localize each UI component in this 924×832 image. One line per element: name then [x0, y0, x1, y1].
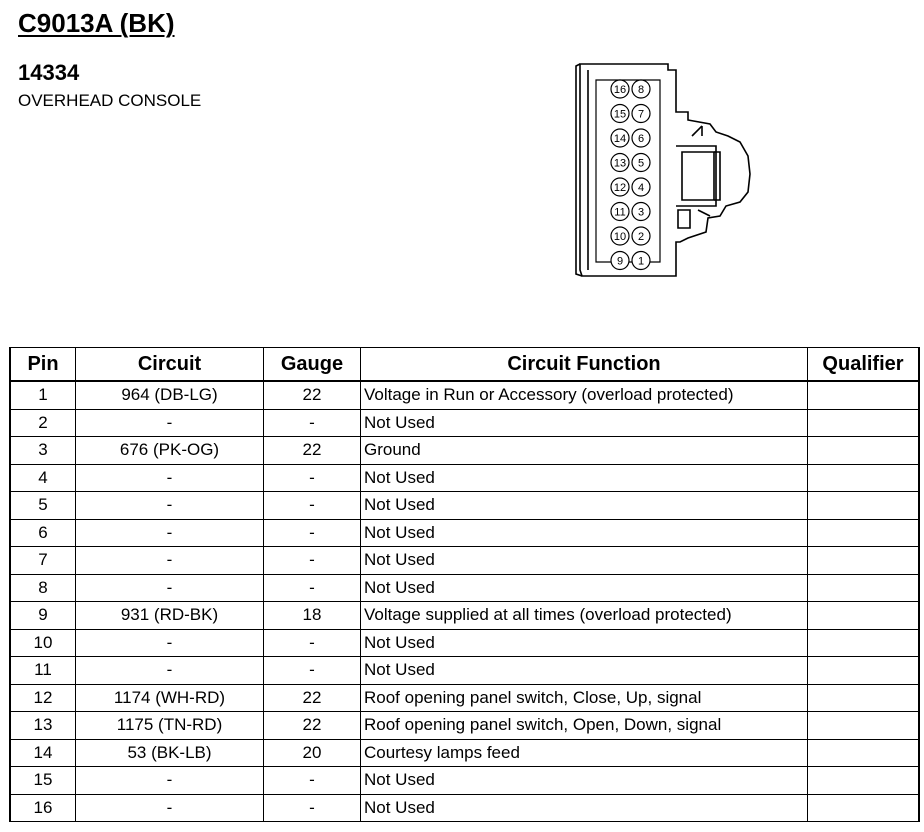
table-row	[10, 409, 919, 437]
qualifier-cell	[808, 657, 920, 685]
circuit-function-cell: Roof opening panel switch, Close, Up, signal	[361, 684, 808, 712]
qualifier-cell	[808, 464, 920, 492]
header-pin: Pin	[10, 348, 76, 382]
gauge-cell: 20	[264, 739, 361, 767]
header-gauge: Gauge	[264, 348, 361, 382]
circuit-cell: -	[76, 519, 264, 547]
qualifier-cell	[808, 492, 920, 520]
qualifier-cell	[808, 712, 920, 740]
part-number: 14334	[18, 60, 80, 85]
qualifier-cell	[808, 739, 920, 767]
circuit-function-cell: Not Used	[361, 547, 808, 575]
circuit-cell: -	[76, 547, 264, 575]
pin-cell: 13	[10, 712, 76, 740]
circuit-cell: -	[76, 629, 264, 657]
table-row	[10, 794, 919, 822]
pin-cell: 11	[10, 657, 76, 685]
table-row	[10, 602, 919, 630]
pin-cell: 2	[10, 409, 76, 437]
gauge-cell: -	[264, 574, 361, 602]
pin-number-label: 16	[613, 84, 627, 96]
pin-cell: 6	[10, 519, 76, 547]
qualifier-cell	[808, 602, 920, 630]
qualifier-cell	[808, 767, 920, 795]
circuit-cell: -	[76, 464, 264, 492]
circuit-function-cell: Not Used	[361, 574, 808, 602]
circuit-cell: 1174 (WH-RD)	[76, 684, 264, 712]
table-row	[10, 381, 919, 409]
table-row	[10, 712, 919, 740]
pinout-table	[9, 347, 920, 822]
table-row	[10, 464, 919, 492]
qualifier-cell	[808, 629, 920, 657]
gauge-cell: -	[264, 657, 361, 685]
circuit-cell: 53 (BK-LB)	[76, 739, 264, 767]
pin-number-label: 7	[637, 108, 645, 121]
table-header-row	[10, 348, 919, 382]
qualifier-cell	[808, 437, 920, 465]
table-row	[10, 657, 919, 685]
gauge-cell: -	[264, 547, 361, 575]
gauge-cell: -	[264, 464, 361, 492]
pin-cell: 3	[10, 437, 76, 465]
pin-cell: 4	[10, 464, 76, 492]
gauge-cell: -	[264, 794, 361, 822]
circuit-function-cell: Not Used	[361, 519, 808, 547]
circuit-function-cell: Not Used	[361, 629, 808, 657]
gauge-cell: -	[264, 409, 361, 437]
circuit-cell: -	[76, 409, 264, 437]
table-row	[10, 629, 919, 657]
circuit-function-cell: Ground	[361, 437, 808, 465]
circuit-cell: -	[76, 794, 264, 822]
header-qualifier: Qualifier	[808, 348, 920, 382]
table-row	[10, 519, 919, 547]
pin-cell: 5	[10, 492, 76, 520]
pin-number-label: 8	[637, 84, 645, 96]
pin-cell: 16	[10, 794, 76, 822]
pin-number-label: 10	[613, 231, 627, 243]
circuit-cell: -	[76, 492, 264, 520]
gauge-cell: -	[264, 767, 361, 795]
pin-number-label: 6	[637, 133, 645, 145]
pinout-table-body	[10, 381, 919, 822]
header-circuit: Circuit	[76, 348, 264, 382]
qualifier-cell	[808, 381, 920, 409]
circuit-function-cell: Not Used	[361, 767, 808, 795]
qualifier-cell	[808, 794, 920, 822]
circuit-function-cell: Not Used	[361, 409, 808, 437]
pin-number-label: 1	[637, 255, 645, 268]
table-row	[10, 767, 919, 795]
circuit-cell: 676 (PK-OG)	[76, 437, 264, 465]
table-row	[10, 574, 919, 602]
circuit-cell: -	[76, 767, 264, 795]
qualifier-cell	[808, 409, 920, 437]
circuit-function-cell: Not Used	[361, 492, 808, 520]
circuit-function-cell: Not Used	[361, 794, 808, 822]
gauge-cell: 22	[264, 712, 361, 740]
circuit-function-cell: Not Used	[361, 657, 808, 685]
circuit-cell: -	[76, 574, 264, 602]
qualifier-cell	[808, 519, 920, 547]
pin-cell: 12	[10, 684, 76, 712]
table-row	[10, 547, 919, 575]
pin-number-label: 13	[613, 157, 627, 170]
circuit-function-cell: Not Used	[361, 464, 808, 492]
pin-number-label: 15	[613, 108, 627, 121]
circuit-cell: -	[76, 657, 264, 685]
pin-number-label: 14	[613, 133, 627, 145]
table-row	[10, 739, 919, 767]
circuit-function-cell: Roof opening panel switch, Open, Down, signal	[361, 712, 808, 740]
circuit-function-cell: Voltage supplied at all times (overload protected)	[361, 602, 808, 630]
pin-number-label: 11	[614, 206, 626, 219]
gauge-cell: -	[264, 492, 361, 520]
pin-number-label: 5	[637, 157, 645, 170]
circuit-function-cell: Voltage in Run or Accessory (overload protected)	[361, 381, 808, 409]
pin-number-label: 12	[613, 182, 627, 194]
table-row	[10, 437, 919, 465]
pin-cell: 1	[10, 381, 76, 409]
connector-title: C9013A (BK)	[18, 8, 175, 38]
connector-face-diagram	[568, 56, 758, 286]
circuit-cell: 1175 (TN-RD)	[76, 712, 264, 740]
pin-cell: 10	[10, 629, 76, 657]
pin-number-label: 2	[637, 231, 645, 243]
pin-cell: 15	[10, 767, 76, 795]
connector-location: OVERHEAD CONSOLE	[18, 91, 202, 110]
pin-number-label: 4	[637, 182, 645, 194]
qualifier-cell	[808, 547, 920, 575]
gauge-cell: 22	[264, 437, 361, 465]
circuit-function-cell: Courtesy lamps feed	[361, 739, 808, 767]
table-row	[10, 492, 919, 520]
pin-number-label: 3	[637, 206, 645, 219]
pin-cavities	[611, 80, 650, 270]
circuit-cell: 964 (DB-LG)	[76, 381, 264, 409]
gauge-cell: 18	[264, 602, 361, 630]
pin-cell: 8	[10, 574, 76, 602]
gauge-cell: -	[264, 519, 361, 547]
pin-number-label: 9	[616, 255, 624, 268]
gauge-cell: -	[264, 629, 361, 657]
pin-cell: 9	[10, 602, 76, 630]
gauge-cell: 22	[264, 381, 361, 409]
table-row	[10, 684, 919, 712]
gauge-cell: 22	[264, 684, 361, 712]
qualifier-cell	[808, 574, 920, 602]
header-circuit-function: Circuit Function	[361, 348, 808, 382]
circuit-cell: 931 (RD-BK)	[76, 602, 264, 630]
qualifier-cell	[808, 684, 920, 712]
pin-cell: 14	[10, 739, 76, 767]
pin-cell: 7	[10, 547, 76, 575]
